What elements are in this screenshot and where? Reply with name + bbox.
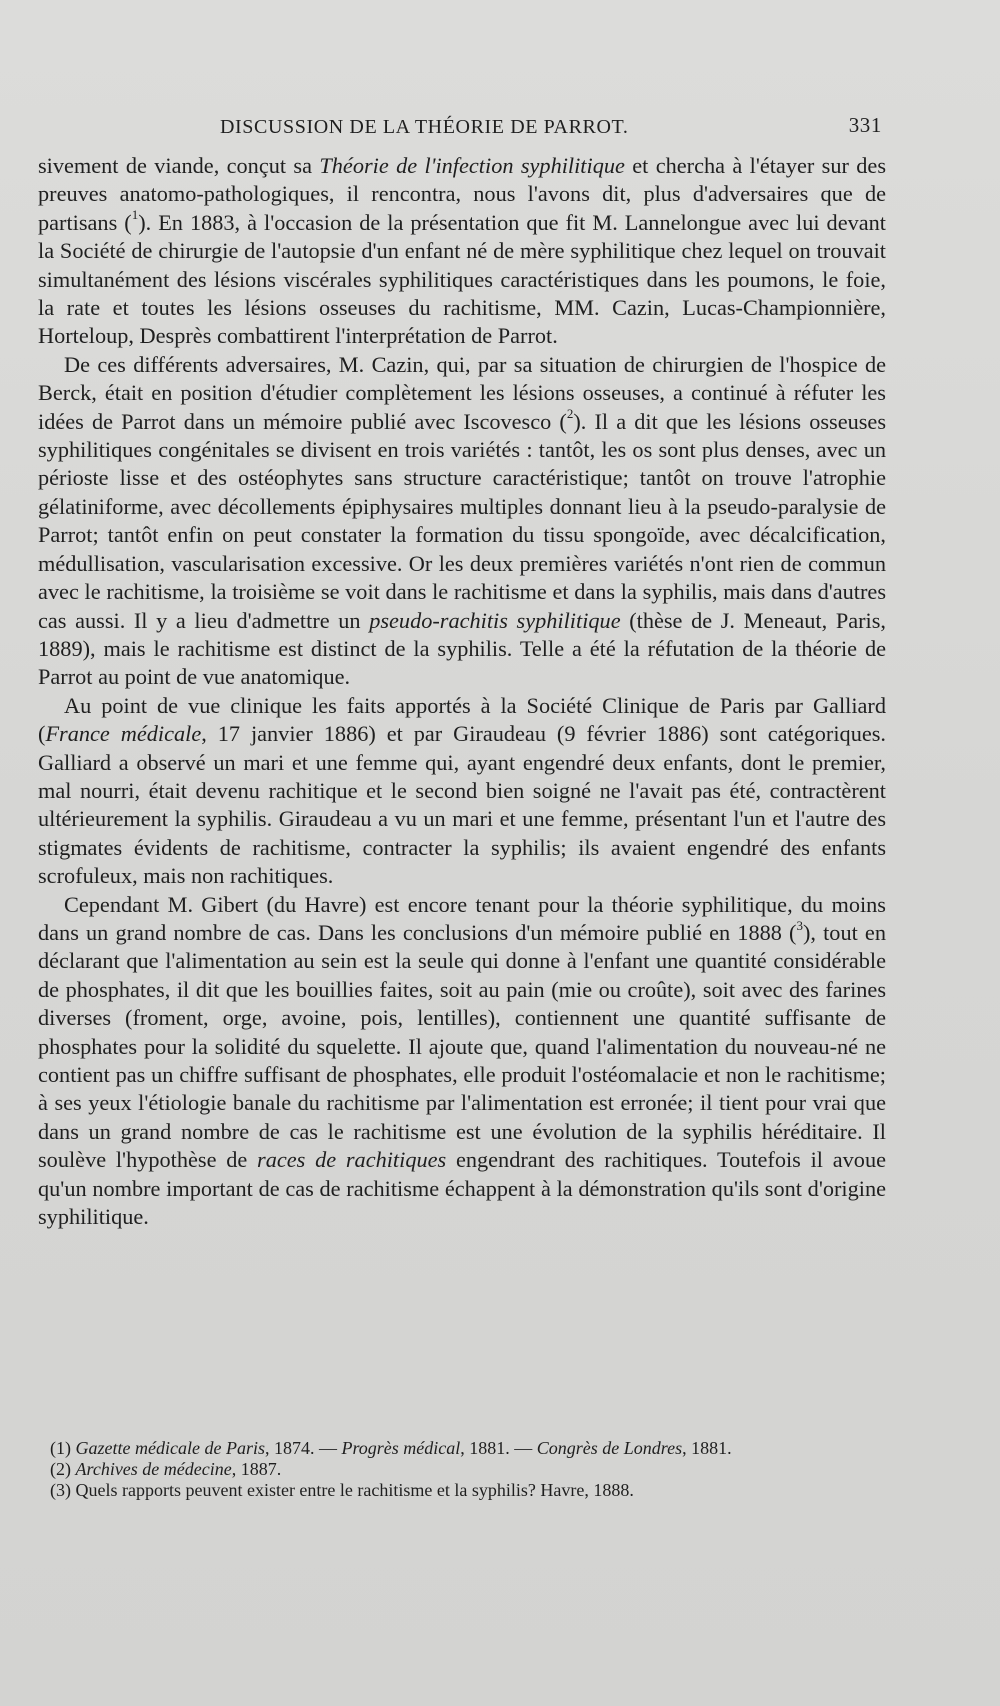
footnote-marker: (3) [50, 1480, 76, 1500]
body-text [38, 152, 886, 1231]
footnotes [50, 1438, 890, 1501]
text-run: De ces différents adversaires, M. Cazin, qui, par sa situation de chirurgien de l'hospice de Berck, était en position d'étudier complètement les lésions osseuses, a continué à réfuter les idées de Parrot dans un mémoire publié avec Iscovesco ( [38, 351, 886, 434]
text-run: engendrant des rachitiques. Toutefois il avoue qu'un nombre important de cas de rachitisme échappent à la démonstration qu'ils sont d'origine syphilitique. [38, 1147, 886, 1230]
italic-text: races de rachitiques [257, 1147, 447, 1173]
italic-text: Gazette médicale de Paris [75, 1438, 265, 1458]
footnote-ref: 1 [131, 207, 139, 223]
text-run: (thèse de J. Meneaut, Paris, 1889), mais le rachitisme est distinct de la syphilis. Telle a été la réfutation de la théorie de Parrot au point de vue anatomique. [38, 607, 886, 690]
footnote-marker: (2) [50, 1459, 76, 1479]
italic-text: Congrès de Londres [536, 1438, 683, 1458]
text-run: Cependant M. Gibert (du Havre) est encore tenant pour la théorie syphilitique, du moins dans un grand nombre de cas. Dans les conclusions d'un mémoire publié en 1888 ( [38, 891, 886, 945]
text-run: Au point de vue clinique les faits apportés à la Société Clinique de Paris par Galliard ( [38, 692, 886, 747]
italic-text: pseudo-rachitis syphilitique [369, 607, 621, 633]
text-run: Quels rapports peuvent exister entre le rachitisme et la syphilis? Havre, 1888. [75, 1480, 634, 1500]
paragraph [38, 351, 886, 692]
footnote-ref: 2 [566, 406, 574, 422]
text-run: sivement de viande, conçut sa [38, 153, 320, 178]
paragraph [38, 692, 886, 891]
footnote [50, 1480, 890, 1501]
footnote [50, 1438, 890, 1459]
page-number: 331 [848, 113, 882, 137]
text-run: ), tout en déclarant que l'alimentation au sein est la seule qui donne à l'enfant une quantité considérable de phosphates, il dit que les bouillies faites, soit au pain (mie ou croûte), soit avec des farines diverses (froment, orge, avoine, pois, lentilles), contiennent une quantité suffisante de phosphates pour la solidité du squelette. Il ajoute que, quand l'alimentation du nouveau-né ne contient pas un chiffre suffisant de phosphates, elle produit l'ostéomalacie et non le rachitisme; à ses yeux l'étiologie banale du rachitisme par l'alimentation est erronée; il tient pour vrai que dans un grand nombre de cas le rachitisme est une évolution de la syphilis héréditaire. Il soulève l'hypothèse de [38, 919, 886, 1173]
running-head [220, 110, 882, 140]
italic-text: France médicale [45, 721, 202, 747]
text-run: et chercha à l'étayer sur des preuves anatomo-pathologiques, il rencontra, nous l'avons dit, plus d'adversaires que de partisans ( [38, 153, 886, 235]
text-run: , 1881. [682, 1438, 732, 1458]
italic-text: Théorie de l'infection syphilitique [319, 153, 625, 178]
paragraph [38, 152, 886, 351]
footnote-marker: (1) [50, 1438, 76, 1458]
text-run: , 1887. [231, 1459, 282, 1479]
text-run: , 17 janvier 1886) et par Giraudeau (9 février 1886) sont catégoriques. Galliard a observé un mari et une femme qui, ayant engendré deux enfants, dont le premier, mal nourri, était devenu rachitique et le second bien soigné ne l'avait pas été, contractèrent ultérieurement la syphilis. Giraudeau a vu un mari et une femme, présentant l'un et l'autre des stigmates évidents de rachitisme, contracter la syphilis; ils avaient engendré des enfants scrofuleux, mais non rachitiques. [38, 721, 886, 889]
italic-text: Archives de médecine [75, 1459, 232, 1479]
paragraph [38, 891, 886, 1232]
italic-text: Progrès médical [341, 1438, 461, 1458]
footnote-ref: 3 [796, 917, 803, 933]
text-run: ). Il a dit que les lésions osseuses syphilitiques congénitales se divisent en trois variétés : tantôt, les os sont plus denses, avec un périoste lisse et des ostéophytes sans structure caractéristique; tantôt on trouve l'atrophie gélatiniforme, avec décollements épiphysaires multiples donnant lieu à la pseudo-paralysie de Parrot; tantôt enfin on peut constater la formation du tissu spongoïde, avec décalcification, médullisation, vascularisation excessive. Or les deux premières variétés n'ont rien de commun avec le rachitisme, la troisième se voit dans le rachitisme et dans la syphilis, mais dans d'autres cas aussi. Il y a lieu d'admettre un [38, 408, 886, 633]
footnote [50, 1459, 890, 1480]
text-run: ). En 1883, à l'occasion de la présentation que fit M. Lannelongue avec lui devant la Société de chirurgie de l'autopsie d'un enfant né de mère syphilitique chez lequel on trouvait simultanément des lésions viscérales syphilitiques caractéristiques dans les poumons, le foie, la rate et toutes les lésions osseuses du rachitisme, MM. Cazin, Lucas-Championnière, Horteloup, Desprès combattirent l'interprétation de Parrot. [38, 209, 886, 349]
text-run: , 1881. — [460, 1438, 537, 1458]
text-run: , 1874. — [264, 1438, 342, 1458]
running-head-title: DISCUSSION DE LA THÉORIE DE PARROT. [220, 116, 629, 138]
